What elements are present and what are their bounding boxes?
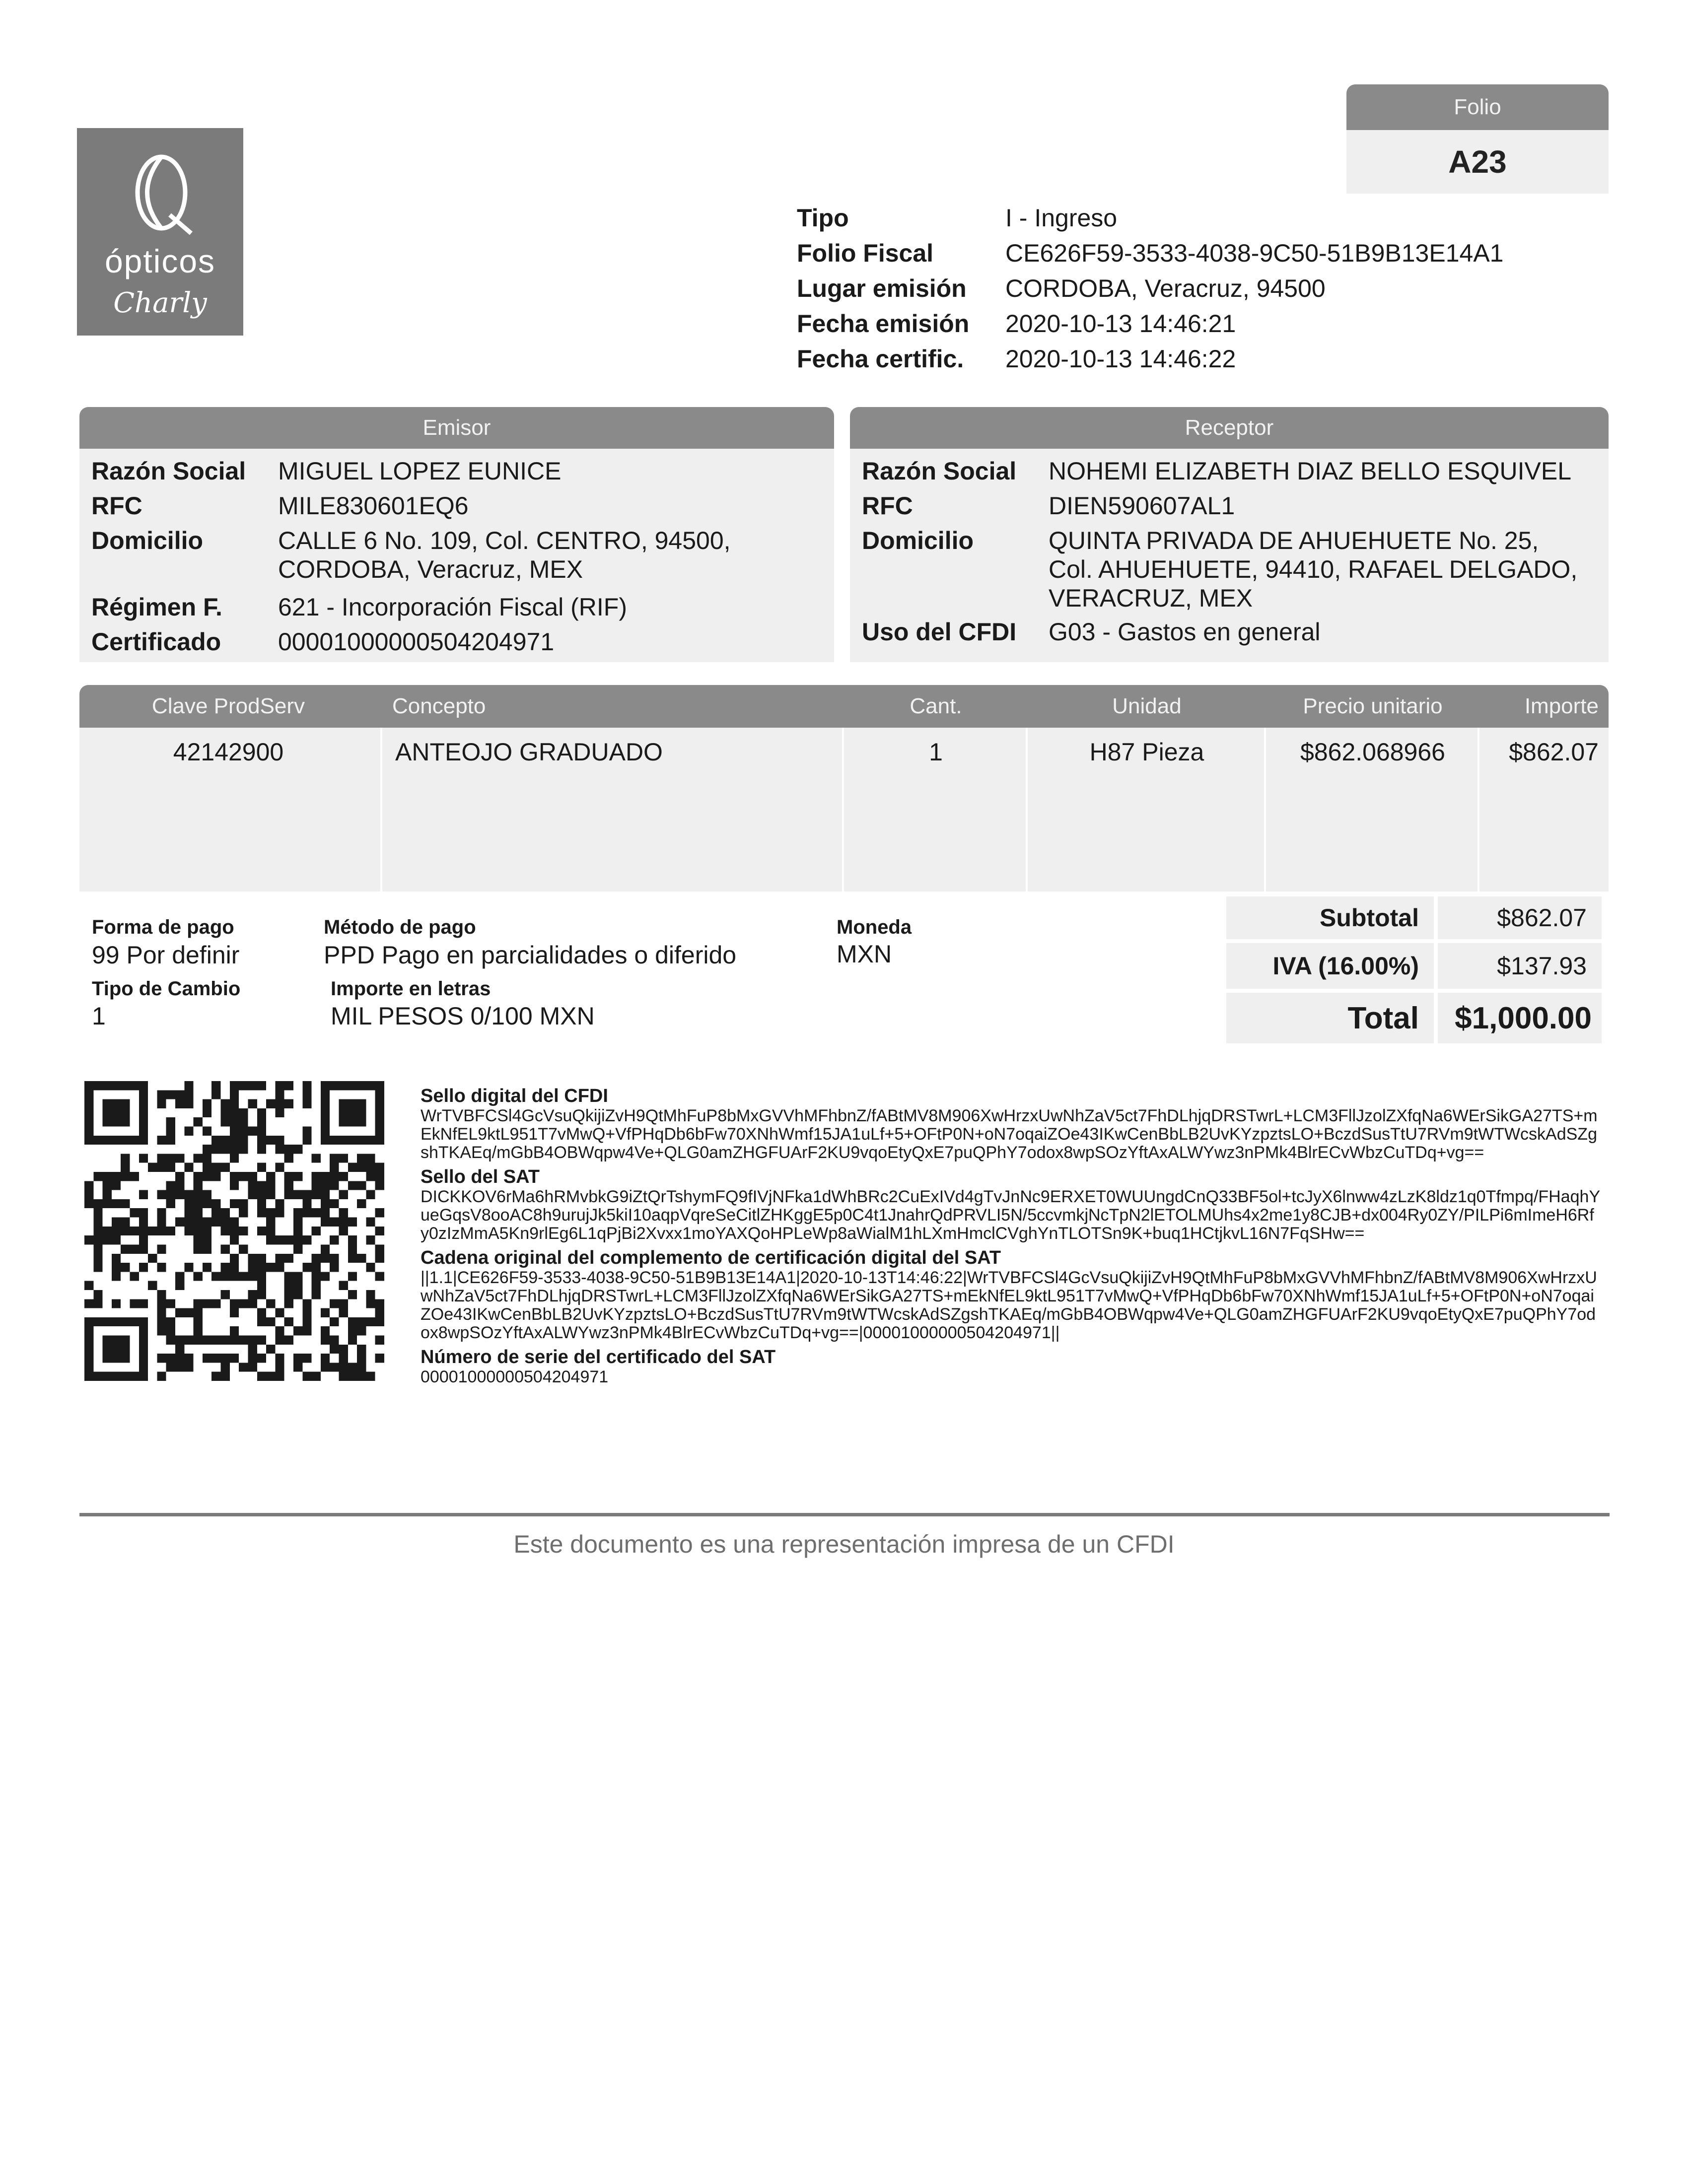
- field-label: Domicilio: [91, 527, 204, 554]
- field-value: QUINTA PRIVADA DE AHUEHUETE No. 25,: [1049, 527, 1539, 554]
- cell-concepto: ANTEOJO GRADUADO: [395, 738, 663, 766]
- seals-section: [421, 1085, 1602, 1386]
- info-label: Fecha certific.: [797, 345, 964, 373]
- field-value: CALLE 6 No. 109, Col. CENTRO, 94500,: [278, 527, 731, 554]
- field-label: Certificado: [91, 628, 221, 656]
- column-header-precio: Precio unitario: [1303, 694, 1443, 718]
- field-label: Domicilio: [862, 527, 974, 554]
- field-value: CORDOBA, Veracruz, MEX: [278, 555, 583, 583]
- field-label: Régimen F.: [91, 593, 222, 621]
- folio-value: A23: [1346, 130, 1609, 194]
- field-label: Uso del CFDI: [862, 618, 1017, 646]
- column-divider: [380, 728, 382, 891]
- footer-divider: [79, 1513, 1610, 1516]
- field-value: MILE830601EQ6: [278, 492, 469, 520]
- column-header-importe: Importe: [1524, 694, 1599, 718]
- iva-label: IVA (16.00%): [1226, 943, 1434, 989]
- field-value: VERACRUZ, MEX: [1049, 584, 1253, 612]
- info-value: 2020-10-13 14:46:22: [1005, 345, 1236, 373]
- footer-note: Este documento es una representación impresa de un CFDI: [513, 1530, 1175, 1558]
- field-label: Razón Social: [91, 457, 246, 485]
- sello-cfdi-label: Sello digital del CFDI: [421, 1086, 608, 1106]
- info-value: I - Ingreso: [1005, 204, 1118, 232]
- info-label: Folio Fiscal: [797, 239, 934, 267]
- serie-certificado-label: Número de serie del certificado del SAT: [421, 1347, 776, 1367]
- sello-sat-label: Sello del SAT: [421, 1166, 540, 1187]
- info-value: CORDOBA, Veracruz, 94500: [1005, 274, 1326, 302]
- field-value: 621 - Incorporación Fiscal (RIF): [278, 593, 628, 621]
- logo-name: ópticos: [104, 243, 216, 279]
- tipo-cambio-value: 1: [92, 1002, 106, 1030]
- sello-cfdi-value: WrTVBFCSl4GcVsuQkijiZvH9QtMhFuP8bMxGVVhMFhbnZ/fABtMV8M906XwHrzxUwNhZaV5ct7FhDLhjqDRSTwrL+LCM3FllJzolZXfqNa6WErSikGA27TS+mEkNfEL9ktL951T7vMwQ+VfPHqDb6bFw70XNhWmf15JA1uLf+5+OFtP0N+oN7oqaiZOe43IKwCenBbLB2UvKYzpztsLO+BczdSusTtU7RVm9tWTWcskAdSZgshTKAEq/mGbB4OBWqpw4Ve+QLG0amZHGFUArF2KU9vqoEtyQxE7puQPhY7odox8wpSOzYftAxALWYwz3nPMk4BlrECvWbzCuTDq+vg==: [421, 1106, 1598, 1162]
- field-value: DIEN590607AL1: [1049, 492, 1235, 520]
- forma-pago-label: Forma de pago: [92, 916, 234, 938]
- field-value: NOHEMI ELIZABETH DIAZ BELLO ESQUIVEL: [1049, 457, 1572, 485]
- info-value: CE626F59-3533-4038-9C50-51B9B13E14A1: [1005, 239, 1504, 267]
- emisor-header: Emisor: [79, 407, 834, 449]
- folio-header: Folio: [1346, 84, 1609, 130]
- cell-cantidad: 1: [929, 738, 943, 766]
- moneda-label: Moneda: [837, 916, 912, 938]
- items-table-header: [79, 685, 1609, 728]
- logo-mark-icon: [124, 148, 199, 237]
- company-logo: [77, 128, 243, 336]
- column-header-cantidad: Cant.: [910, 694, 962, 718]
- importe-letras-value: MIL PESOS 0/100 MXN: [331, 1002, 595, 1030]
- importe-letras-label: Importe en letras: [331, 978, 491, 1000]
- field-value: 00001000000504204971: [278, 628, 555, 656]
- cell-precio: $862.068966: [1300, 738, 1445, 766]
- field-value: MIGUEL LOPEZ EUNICE: [278, 457, 562, 485]
- field-label: RFC: [862, 492, 913, 520]
- field-label: RFC: [91, 492, 142, 520]
- cell-importe: $862.07: [1509, 738, 1599, 766]
- moneda-value: MXN: [837, 940, 892, 968]
- iva-value: $137.93: [1438, 943, 1602, 989]
- cadena-original-value: ||1.1|CE626F59-3533-4038-9C50-51B9B13E14A1|2020-10-13T14:46:22|WrTVBFCSl4GcVsuQkijiZvH9QtMhFuP8bMxGVVhMFhbnZ/fABtMV8M906XwHrzxUwNhZaV5ct7FhDLhjqDRSTwrL+LCM3FllJzolZXfqNa6WErSikGA27TS+mEkNfEL9ktL951T7vMwQ+VfPHqDb6bFw70XNhWmf15JA1uLf+5+OFtP0N+oN7oqaiZOe43IKwCenBbLB2UvKYzpztsLO+BczdSusTtU7RVm9tWTWcskAdSZgshTKAEq/mGbB4OBWqpw4Ve+QLG0amZHGFUArF2KU9vqoEtyQxE7puQPhY7odox8wpSOzYftAxALWYwz3nPMk4BlrECvWbzCuTDq+vg==|00001000000504204971||: [421, 1268, 1597, 1342]
- subtotal-label: Subtotal: [1226, 896, 1434, 939]
- metodo-pago-label: Método de pago: [324, 916, 476, 938]
- total-value: $1,000.00: [1438, 993, 1602, 1043]
- metodo-pago-value: PPD Pago en parcialidades o diferido: [324, 941, 737, 969]
- tipo-cambio-label: Tipo de Cambio: [92, 978, 241, 1000]
- info-label: Fecha emisión: [797, 310, 970, 338]
- column-header-unidad: Unidad: [1112, 694, 1182, 718]
- column-header-concepto: Concepto: [392, 694, 486, 718]
- qr-code-icon: [84, 1081, 384, 1381]
- receptor-panel: [850, 449, 1609, 662]
- cadena-original-label: Cadena original del complemento de certificación digital del SAT: [421, 1247, 1001, 1268]
- items-table-body: [79, 728, 1609, 891]
- column-header-clave: Clave ProdServ: [151, 694, 305, 718]
- forma-pago-value: 99 Por definir: [92, 941, 240, 969]
- info-value: 2020-10-13 14:46:21: [1005, 310, 1236, 338]
- total-label: Total: [1226, 993, 1434, 1043]
- serie-certificado-value: 00001000000504204971: [421, 1367, 609, 1386]
- sello-sat-value: DICKKOV6rMa6hRMvbkG9iZtQrTshymFQ9fIVjNFka1dWhBRc2CuExIVd4gTvJnNc9ERXET0WUUngdCnQ33BF5ol+tcJyX6lnww4zLzK8ldz1q0Tfmpq/FHaqhYueGqsV8ooAC8h9urujJk5kiI10aqpVqreSeCitlZHKggE5p0C4t1JnahrQdPRVLI5N/5ccvmkjNcTpN2lETOLMUhs4x2me1y8CJB+dx004Ry0ZY/PILPi6mImeH6Rfy0zIzMmA5Kn9rlEg6L1qPjBi2Xvxx1moYAXQoHPLeWp8aWialM1hLXmHmclCVghYnTLOTSn9K+buq1HCtjkvL16N7FqSHw==: [421, 1187, 1601, 1243]
- emisor-panel: [79, 449, 834, 662]
- field-value: G03 - Gastos en general: [1049, 618, 1321, 646]
- cell-clave: 42142900: [173, 738, 284, 766]
- info-label: Lugar emisión: [797, 274, 967, 302]
- field-label: Razón Social: [862, 457, 1017, 485]
- info-label: Tipo: [797, 204, 849, 232]
- logo-subtitle: Charly: [113, 287, 207, 319]
- field-value: Col. AHUEHUETE, 94410, RAFAEL DELGADO,: [1049, 555, 1578, 583]
- subtotal-value: $862.07: [1438, 896, 1602, 939]
- cell-unidad: H87 Pieza: [1089, 738, 1204, 766]
- receptor-header: Receptor: [850, 407, 1609, 449]
